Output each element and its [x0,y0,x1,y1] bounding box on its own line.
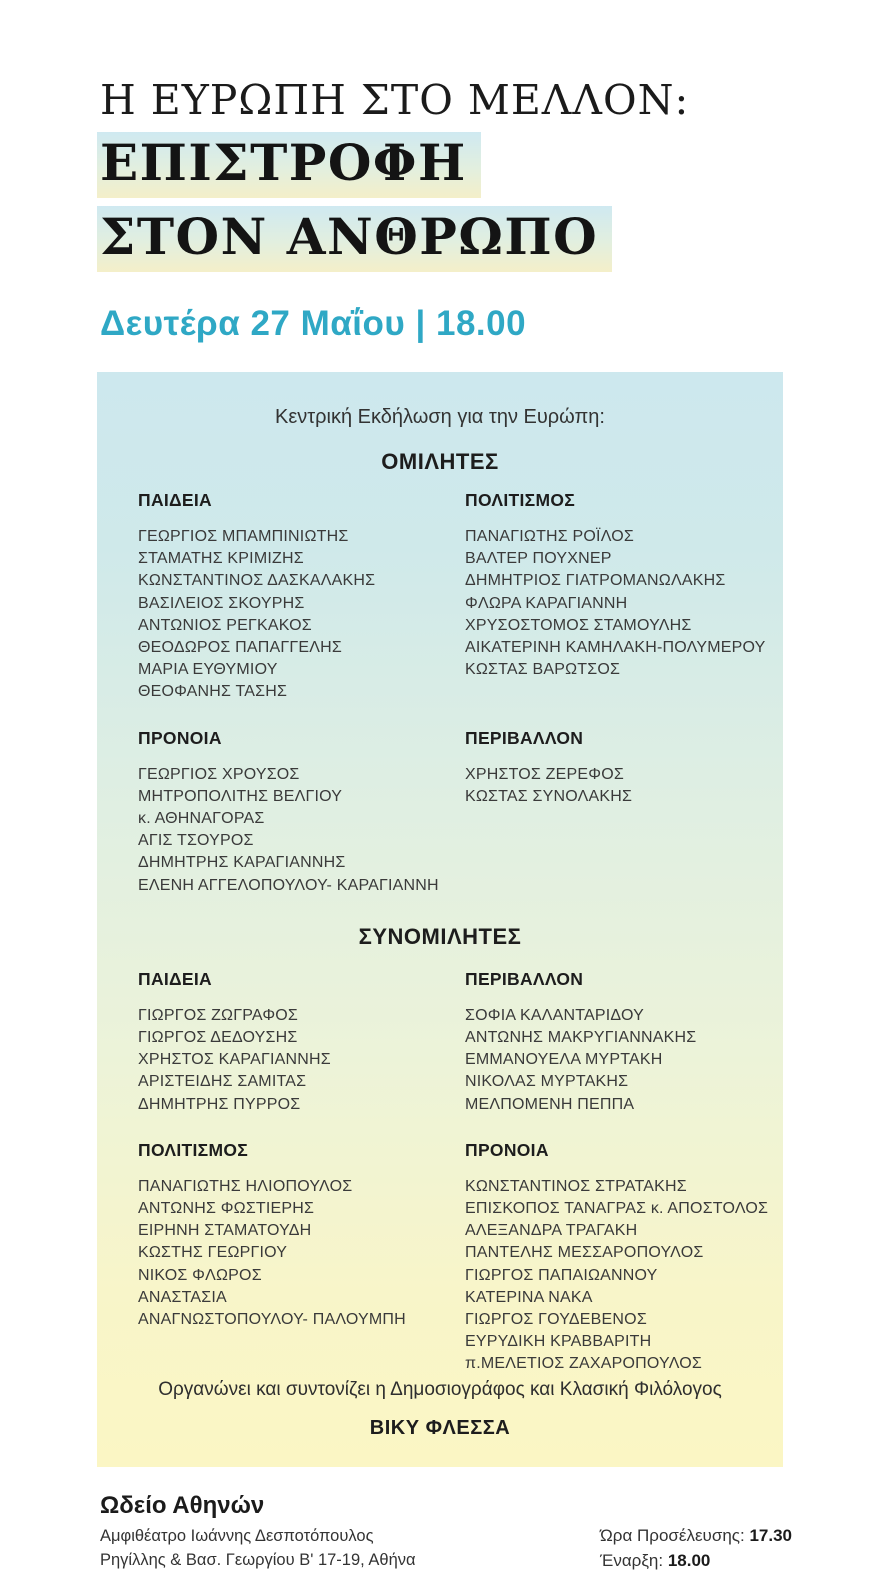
speaker-list [138,1005,465,1116]
poster-title-line1: Η ΕΥΡΩΠΗ ΣΤΟ ΜΕΛΛΟΝ: [100,76,690,124]
speaker-name: ΠΑΝΑΓΙΩΤΗΣ ΗΛΙΟΠΟΥΛΟΣ [138,1177,353,1195]
speaker-name: ΘΕΟΔΩΡΟΣ ΠΑΠΑΓΓΕΛΗΣ [138,639,343,657]
speaker-name: ΣΤΑΜΑΤΗΣ ΚΡΙΜΙΖΗΣ [138,550,304,568]
category-header: ΠΟΛΙΤΙΣΜΟΣ [138,1139,249,1160]
speaker-name: ΓΕΩΡΓΙΟΣ ΧΡΟΥΣΟΣ [138,765,300,783]
start-label: Έναρξη: [599,1551,664,1570]
co-speakers-grid [138,968,769,1376]
speaker-section-pronoia [138,728,465,897]
co-speaker-section-paideia [138,969,465,1116]
co-speakers-heading: ΣΥΝΟΜΙΛΗΤΕΣ [358,923,522,949]
speaker-name: ΚΩΣΤΑΣ ΒΑΡΩΤΣΟΣ [465,661,621,679]
speaker-name: ΧΡΗΣΤΟΣ ΚΑΡΑΓΙΑΝΝΗΣ [138,1051,331,1069]
speaker-name: ΕΠΙΣΚΟΠΟΣ ΤΑΝΑΓΡΑΣ κ. ΑΠΟΣΤΟΛΟΣ [465,1200,769,1218]
venue-address: Ρηγίλλης & Βασ. Γεωργίου Β' 17-19, Αθήνα [100,1551,416,1569]
speaker-name: ΝΙΚΟΣ ΦΛΩΡΟΣ [138,1266,262,1284]
speaker-name: ΑΡΙΣΤΕΙΔΗΣ ΣΑΜΙΤΑΣ [138,1073,307,1091]
speaker-name: ΚΩΣΤΗΣ ΓΕΩΡΓΙΟΥ [138,1244,288,1262]
speaker-name: π.ΜΕΛΕΤΙΟΣ ΖΑΧΑΡΟΠΟΥΛΟΣ [465,1355,703,1373]
arrival-label: Ώρα Προσέλευσης: [599,1526,745,1545]
start-time-line [600,1548,792,1573]
speaker-name: ΣΟΦΙΑ ΚΑΛΑΝΤΑΡΙΔΟΥ [465,1006,644,1024]
speaker-name: ΒΑΣΙΛΕΙΟΣ ΣΚΟΥΡΗΣ [138,594,305,612]
co-speaker-section-pronoia [465,1140,768,1376]
speaker-name: ΦΛΩΡΑ ΚΑΡΑΓΙΑΝΝΗ [465,594,628,612]
category-header: ΠΑΙΔΕΙΑ [138,490,212,510]
poster-footer [0,1467,880,1573]
category-header: ΠΕΡΙΒΑΛΛΟΝ [465,727,584,748]
category-header: ΠΕΡΙΒΑΛΛΟΝ [465,968,584,989]
speaker-name: ΑΝΤΩΝΗΣ ΜΑΚΡΥΓΙΑΝΝΑΚΗΣ [465,1029,697,1047]
arrival-time-line [600,1523,792,1548]
speaker-name: ΑΝΑΓΝΩΣΤΟΠΟΥΛΟΥ- ΠΑΛΟΥΜΠΗ [138,1311,406,1329]
event-datetime: Δευτέρα 27 Μαΐου | 18.00 [100,304,527,343]
speakers-heading: ΟΜΙΛΗΤΕΣ [381,449,499,474]
speaker-name: ΑΛΕΞΑΝΔΡΑ ΤΡΑΓΑΚΗ [465,1222,638,1240]
venue-name: Ωδείο Αθηνών [100,1492,265,1519]
speaker-name: ΓΙΩΡΓΟΣ ΔΕΔΟΥΣΗΣ [138,1029,298,1047]
speaker-name: ΕΜΜΑΝΟΥΕΛΑ ΜΥΡΤΑΚΗ [465,1051,663,1069]
poster-title-line2-text: ΕΠΙΣΤΡΟΦΗ [97,132,481,198]
speaker-name: ΕΥΡΥΔΙΚΗ ΚΡΑΒΒΑΡΙΤΗ [465,1333,652,1351]
category-header: ΠΡΟΝΟΙΑ [138,727,222,748]
venue-amphitheatre: Αμφιθέατρο Ιωάννης Δεσποτόπουλος [100,1527,374,1545]
speaker-name: ΚΩΝΣΤΑΝΤΙΝΟΣ ΣΤΡΑΤΑΚΗΣ [465,1177,687,1195]
category-header: ΠΡΟΝΟΙΑ [465,1139,549,1160]
speaker-name: ΔΗΜΗΤΡΗΣ ΠΥΡΡΟΣ [138,1095,301,1113]
speaker-name: ΜΗΤΡΟΠΟΛΙΤΗΣ ΒΕΛΓΙΟΥ [138,787,343,805]
speaker-name: ΜΑΡΙΑ ΕΥΘΥΜΙΟΥ [138,661,278,679]
category-header: ΠΟΛΙΤΙΣΜΟΣ [465,490,576,510]
speaker-name: ΜΕΛΠΟΜΕΝΗ ΠΕΠΠΑ [465,1095,635,1113]
organizer-description: Οργανώνει και συντονίζει η Δημοσιογράφος και Κλασική Φιλόλογος [158,1379,722,1400]
speaker-name: ΚΑΤΕΡΙΝΑ ΝΑΚΑ [465,1288,593,1306]
speaker-list [465,1176,768,1376]
speaker-name: κ. ΑΘΗΝΑΓΟΡΑΣ [138,810,265,828]
speaker-name: ΑΝΤΩΝΙΟΣ ΡΕΓΚΑΚΟΣ [138,616,312,634]
speaker-name: ΚΩΣΤΑΣ ΣΥΝΟΛΑΚΗΣ [465,787,633,805]
speaker-name: ΑΝΑΣΤΑΣΙΑ [138,1288,227,1306]
speaker-name: ΕΙΡΗΝΗ ΣΤΑΜΑΤΟΥΔΗ [138,1222,312,1240]
start-time-value: 18.00 [667,1551,711,1570]
speaker-name: ΘΕΟΦΑΝΗΣ ΤΑΣΗΣ [138,683,288,701]
organizer-block [138,1377,765,1441]
speaker-list [138,526,465,704]
speaker-name: ΧΡΗΣΤΟΣ ΖΕΡΕΦΟΣ [465,765,624,783]
speaker-name: ΔΗΜΗΤΡΗΣ ΚΑΡΑΓΙΑΝΝΗΣ [138,854,346,872]
speaker-name: ΓΙΩΡΓΟΣ ΠΑΠΑΙΩΑΝΝΟΥ [465,1266,658,1284]
co-speaker-section-perivallon [465,969,768,1116]
poster-title-line3-text: ΣΤΟΝ ΑΝΘΡΩΠΟ [97,206,612,272]
speaker-name: ΒΑΛΤΕΡ ΠΟΥΧΝΕΡ [465,550,612,568]
speaker-section-perivallon [465,728,766,897]
speaker-name: ΑΝΤΩΝΗΣ ΦΩΣΤΙΕΡΗΣ [138,1200,315,1218]
speakers-grid [138,490,765,897]
speaker-name: ΠΑΝΤΕΛΗΣ ΜΕΣΣΑΡΟΠΟΥΛΟΣ [465,1244,704,1262]
event-intro-text: Κεντρική Εκδήλωση για την Ευρώπη: [275,406,605,428]
event-details-box [97,372,783,1467]
speaker-list [465,764,766,808]
speaker-name: ΑΙΚΑΤΕΡΙΝΗ ΚΑΜΗΛΑΚΗ-ΠΟΛΥΜΕΡΟΥ [465,639,766,657]
speaker-name: ΔΗΜΗΤΡΙΟΣ ΓΙΑΤΡΟΜΑΝΩΛΑΚΗΣ [465,572,726,590]
times-block [600,1491,792,1573]
category-header: ΠΑΙΔΕΙΑ [138,968,212,989]
speaker-name: ΓΙΩΡΓΟΣ ΓΟΥΔΕΒΕΝΟΣ [465,1311,647,1329]
speaker-list [138,1176,465,1331]
speaker-list [138,764,465,897]
speaker-name: ΑΓΙΣ ΤΣΟΥΡΟΣ [138,832,254,850]
speaker-name: ΝΙΚΟΛΑΣ ΜΥΡΤΑΚΗΣ [465,1073,629,1091]
speaker-section-paideia [138,490,465,704]
speaker-name: ΓΕΩΡΓΙΟΣ ΜΠΑΜΠΙΝΙΩΤΗΣ [138,528,349,545]
venue-block [100,1491,416,1573]
speaker-name: ΧΡΥΣΟΣΤΟΜΟΣ ΣΤΑΜΟΥΛΗΣ [465,616,692,634]
speaker-list [465,1005,768,1116]
speaker-name: ΚΩΝΣΤΑΝΤΙΝΟΣ ΔΑΣΚΑΛΑΚΗΣ [138,572,376,590]
arrival-time-value: 17.30 [749,1526,792,1545]
speaker-name: ΠΑΝΑΓΙΩΤΗΣ ΡΟΪΛΟΣ [465,528,634,545]
poster-header [0,0,880,344]
organizer-name: ΒΙΚΥ ΦΛΕΣΣΑ [369,1417,511,1439]
poster-title-line3 [100,206,880,280]
speaker-section-politismos [465,490,766,704]
speaker-list [465,526,766,681]
poster-title-line2 [100,132,880,206]
speaker-name: ΕΛΕΝΗ ΑΓΓΕΛΟΠΟΥΛΟΥ- ΚΑΡΑΓΙΑΝΝΗ [138,876,439,894]
co-speaker-section-politismos [138,1140,465,1376]
speaker-name: ΓΙΩΡΓΟΣ ΖΩΓΡΑΦΟΣ [138,1006,299,1024]
